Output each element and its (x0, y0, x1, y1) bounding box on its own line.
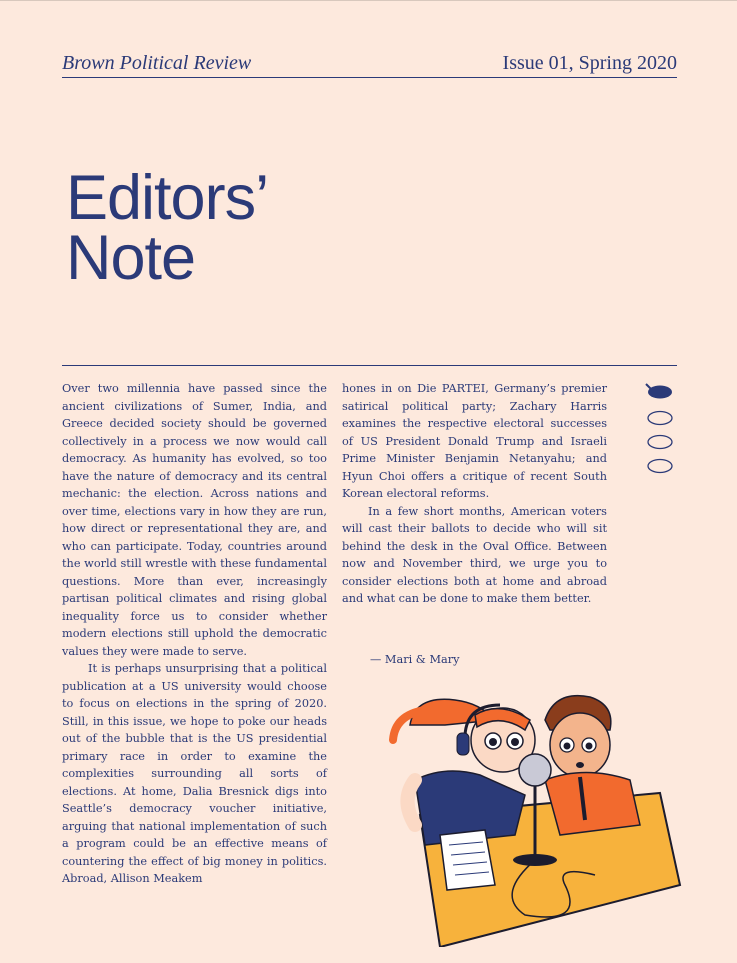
title-line-1: Editors’ (66, 163, 269, 233)
ballot-ovals-icon (640, 380, 680, 480)
page-header (62, 52, 677, 78)
body-divider (62, 365, 677, 366)
paragraph: hones in on Die PARTEI, Germany’s premier satirical political party; Zachary Harris examines the respective electoral successes of US President Donald Trump and Israeli Prime Minister Benjamin Netanyahu; and Hyun Choi offers a critique of recent South Korean electoral reforms. (342, 382, 607, 500)
column-left (62, 380, 327, 888)
header-divider (62, 77, 677, 78)
top-border (0, 0, 737, 1)
signature: — Mari & Mary (370, 653, 460, 666)
paragraph: In a few short months, American voters will cast their ballots to decide who will sit behind the desk in the Oval Office. Between now and November third, we urge you to consider elections both at home and abroad and what can be done to make them better. (342, 504, 607, 605)
column-right (342, 380, 607, 608)
paragraph: It is perhaps unsurprising that a political publication at a US university would choose to focus on elections in the spring of 2020. Still, in this issue, we hope to poke our heads out of the bubble that is the US presidential primary race in order to examine the complexities surrounding all sorts of elections. At home, Dalia Bresnick digs into Seattle’s democracy voucher initiative, arguing that national implementation of such a program could be an effective means of countering the effect of big money in politics. Abroad, Allison Meakem (62, 662, 327, 885)
paragraph: Over two millennia have passed since the ancient civilizations of Sumer, India, and Greece decided society should be governed collectively in a process we now would call democracy. As humanity has evolved, so too have the nature of democracy and its central mechanic: the election. Across nations and over time, elections vary in how they are run, how direct or representational they are, and who can participate. Today, countries around the world still wrestle with these fundamental questions. More than ever, increasingly partisan political climates and rising global inequality force us to consider whether modern elections still uphold the democratic values they were made to serve. (62, 382, 327, 658)
issue-label: Issue 01, Spring 2020 (502, 52, 677, 74)
podcast-illustration (385, 685, 685, 947)
page-title (66, 163, 269, 293)
title-line-2: Note (66, 223, 196, 293)
publication-name: Brown Political Review (62, 52, 252, 74)
